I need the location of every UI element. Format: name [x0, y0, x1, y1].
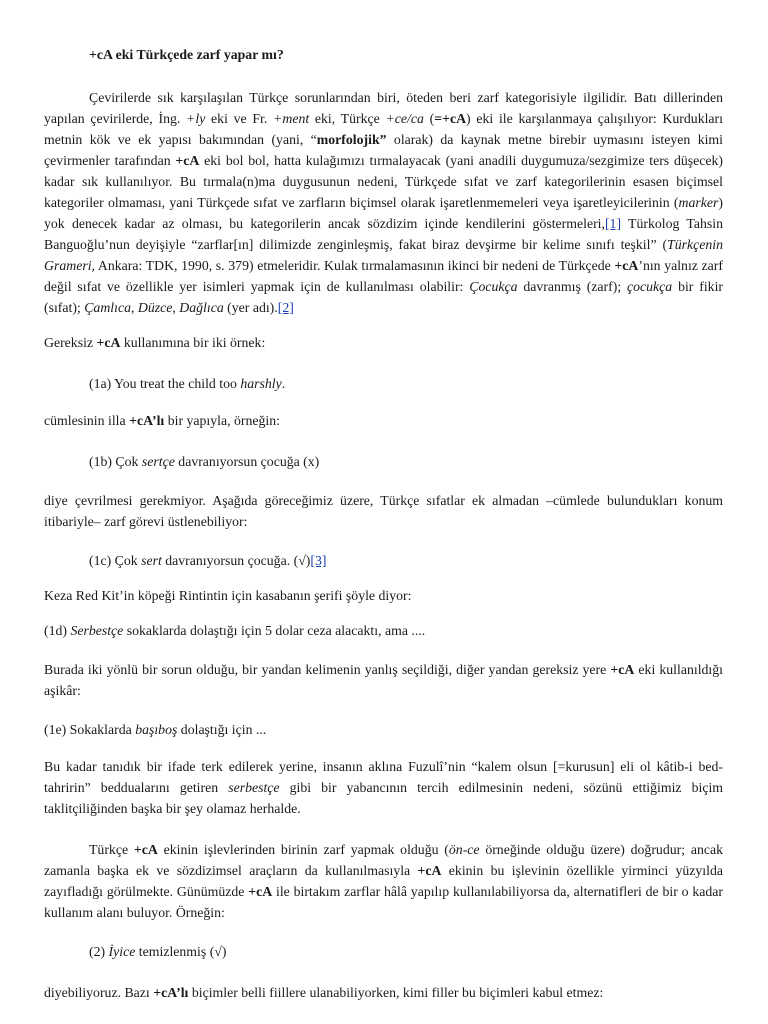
text-run: bir yapıyla, örneğin:	[164, 413, 280, 428]
example-word: sertçe	[141, 454, 175, 469]
text-run: davranıyorsun çocuğa. (√)	[161, 553, 311, 568]
example-word: ön-ce	[448, 842, 480, 857]
example-1a	[44, 373, 723, 394]
text-run: (1e) Sokaklarda	[44, 722, 136, 737]
text-run: (1d)	[44, 623, 71, 638]
footnote-link-2[interactable]: [2]	[277, 300, 294, 315]
suffix-ca-bold: +cA	[248, 884, 273, 899]
term-morfolojik: morfolojik”	[316, 132, 387, 147]
text-run: ekinin işlevlerinden birinin zarf yapmak olduğu (	[157, 842, 449, 857]
text-run: (1a) You treat the child too	[89, 376, 241, 391]
text-run: (1b) Çok	[89, 454, 142, 469]
text-run: (1c) Çok	[89, 553, 142, 568]
example-word: başıboş	[135, 722, 178, 737]
text-run: (	[423, 111, 435, 126]
text-run: sokaklarda dolaştığı için 5 dolar ceza alacaktı, ama ....	[123, 623, 426, 638]
suffix-ca-bold: +cA	[610, 662, 635, 677]
example-word: Serbestçe	[70, 623, 124, 638]
paragraph-problem	[44, 659, 723, 701]
text-run: .	[281, 376, 286, 391]
example-word: serbestçe	[228, 780, 280, 795]
text-run: Burada iki yönlü bir sorun olduğu, bir yandan kelimenin yanlış seçildiği, diğer yandan gereksiz yere	[44, 662, 611, 677]
example-word: harshly	[240, 376, 282, 391]
example-word: çocukça	[627, 279, 673, 294]
example-1e	[44, 719, 723, 740]
suffix-cali-bold: +cA’lı	[129, 413, 165, 428]
text-run: ’nın yalnız zarf değil sıfat ve özellikle yer isimleri yapmak için de kullanılması olabilir:	[44, 258, 723, 294]
text-run: Türkolog Tahsin Banguoğlu’nun deyişiyle “zarflar[ın] dilimizde zenginleşmiş, fakat biraz devşirme bir kelime sınıfı teşkil” (	[44, 216, 723, 252]
text-run: ekinin bu işlevinin özellikle yirminci yüzyılda zayıfladığı görülmekte. Günümüzde	[44, 863, 723, 899]
document-page	[44, 44, 723, 1003]
document-title: +cA eki Türkçede zarf yapar mı?	[89, 47, 284, 62]
text-run: cümlesinin illa	[44, 413, 130, 428]
term-marker: marker	[678, 195, 719, 210]
paragraph-intro	[44, 87, 723, 318]
suffix-ce-ca: +ce/ca	[385, 111, 424, 126]
paragraph-translation: diye çevrilmesi gerekmiyor. Aşağıda göreceğimiz üzere, Türkçe sıfatlar ek almadan –cümlede bulundukları konum itibariyle– zarf görevi üstlenebiliyor:	[44, 493, 723, 529]
suffix-ly: +ly	[186, 111, 206, 126]
paragraph-functions	[44, 839, 723, 923]
paragraph-fuzuli	[44, 756, 723, 819]
text-run: (yer adı).	[223, 300, 278, 315]
example-2	[44, 941, 723, 962]
text-run: ) eki ile karşılanmaya çalışılıyor: Kurdukları metnin kök ve ek yapısı bakımından (yani, “	[44, 111, 723, 147]
text-run: dolaştığı için ...	[177, 722, 267, 737]
suffix-ment: +ment	[273, 111, 310, 126]
example-word: sert	[141, 553, 162, 568]
text-run: eki ve Fr.	[205, 111, 274, 126]
text-run: eki kullanıldığı aşikâr:	[44, 662, 723, 698]
text-run: davranmış (zarf);	[517, 279, 628, 294]
example-word: İyice	[108, 944, 136, 959]
suffix-ca-bold: +cA	[133, 842, 158, 857]
book-title: Türkçenin Grameri,	[44, 237, 723, 273]
paragraph-red-kit: Keza Red Kit’in köpeği Rintintin için kasabanın şerifi şöyle diyor:	[44, 588, 412, 603]
suffix-ca-bold: +cA	[614, 258, 639, 273]
example-1b	[44, 451, 723, 472]
example-1c	[44, 550, 723, 571]
example-place-names: Çamlıca, Düzce, Dağlıca	[84, 300, 224, 315]
text-run: davranıyorsun çocuğa (x)	[174, 454, 320, 469]
suffix-ca-bold: +cA	[96, 335, 121, 350]
text-run: olarak) da kaynak metne birebir uymasını isteyen kimi çevirmenler tarafından	[44, 132, 723, 168]
footnote-link-1[interactable]: [1]	[604, 216, 622, 231]
text-run: ile birtakım zarflar hâlâ yapılıp kullanılabiliyorsa da, alternatifleri de bir o kadar kullanım alanı buluyor. Örneğin:	[44, 884, 723, 920]
suffix-ca-bold: +cA	[175, 153, 200, 168]
suffix-ca-bold: =+cA	[434, 111, 467, 126]
suffix-cali-bold: +cA’lı	[153, 985, 189, 1000]
text-run: temizlenmiş (√)	[135, 944, 227, 959]
text-run: eki bol bol, hatta kulağımızı tırmalayacak (yani anadili duygumuza/sezgimize ters düşecek) kadar sık kullanılıyor. Bu tırmala(n)ma duygusunun nedeni, Türkçede sıfat ve zarf kategorilerinin esasen biçimsel kategoriler olmaması, yani Türkçede sıfat ve zarfların biçimsel olarak işaretlenmemeleri veya işaretleyicilerinin (	[44, 153, 723, 210]
example-word: Çocukça	[469, 279, 518, 294]
text-run: Çevirilerde sık karşılaşılan Türkçe sorunlarından biri, öteden beri zarf kategorisiyle ilgilidir. Batı dillerinden yapılan çevirilerde, İng.	[44, 90, 723, 126]
text-run: gibi bir yabancının tercih edilmesinin nedeni, sözünü ettiğimiz biçim taklitçiliğinden başka bir şey olamaz herhalde.	[44, 780, 724, 816]
footnote-link-3[interactable]: [3]	[310, 553, 327, 568]
text-run: bir fikir (sıfat);	[44, 279, 723, 315]
text-run: Bu kadar tanıdık bir ifade terk edilerek yerine, insanın aklına Fuzulî’nin “kalem olsun [=kurusun] eli ol kâtib-i bed-tahririn” beddualarını getiren	[44, 759, 723, 795]
text-run: biçimler belli fiillere ulanabiliyorken, kimi filler bu biçimleri kabul etmez:	[188, 985, 604, 1000]
text-run: Türkçe	[89, 842, 134, 857]
text-run: kullanımına bir iki örnek:	[120, 335, 266, 350]
text-run: (2)	[89, 944, 109, 959]
text-run: diyebiliyoruz. Bazı	[44, 985, 154, 1000]
paragraph-examples-intro	[44, 332, 723, 353]
paragraph-sentence	[44, 410, 723, 431]
example-1d	[44, 620, 723, 641]
paragraph-closing	[44, 982, 723, 1003]
text-run: Ankara: TDK, 1990, s. 379) etmeleridir. Kulak tırmalamasının ikinci bir nedeni de Türkçede	[94, 258, 615, 273]
text-run: eki, Türkçe	[309, 111, 386, 126]
text-run: örneğinde olduğu üzere) doğrudur; ancak zamanla başka ek ve sözdizimsel araçların da kullanılmasıyla	[44, 842, 723, 878]
suffix-ca-bold: +cA	[417, 863, 442, 878]
text-run: Gereksiz	[44, 335, 97, 350]
text-run: ) yok denecek kadar az olması, bu kategorilerin ancak sözdizim içinde kendilerini göstermeleri,	[44, 195, 723, 231]
